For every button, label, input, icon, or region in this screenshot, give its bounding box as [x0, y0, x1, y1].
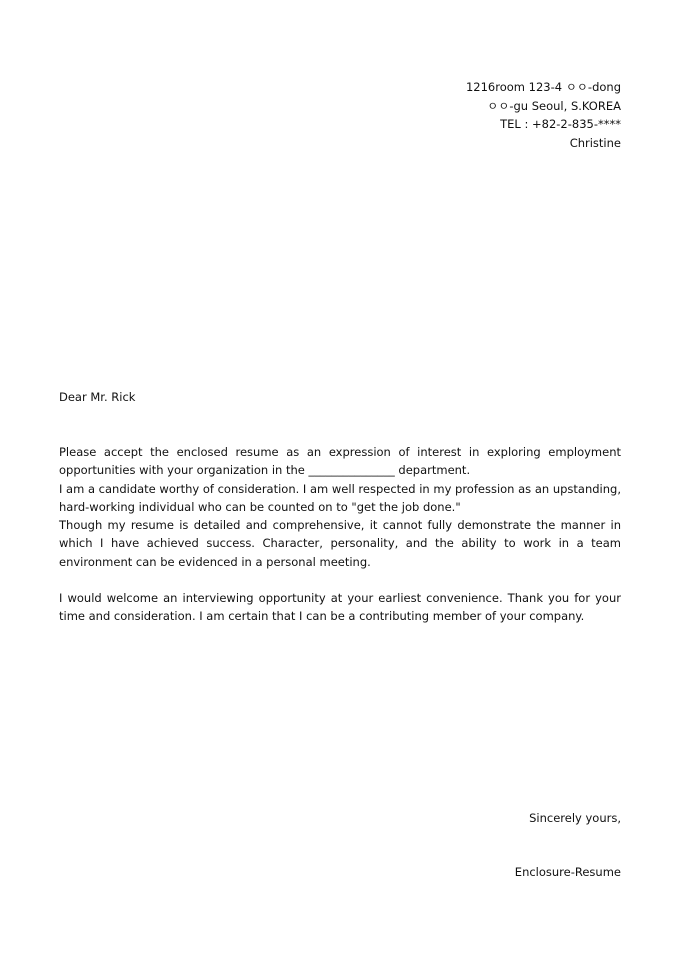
sender-address-line-1: 1216room 123-4 ㅇㅇ-dong [465, 80, 621, 94]
sender-name: Christine [569, 135, 621, 150]
sender-address-block [466, 78, 621, 152]
sender-address-line-2: ㅇㅇ-gu Seoul, S.KOREA [487, 98, 621, 113]
body-sentence-1: Please accept the enclosed resume as an expression of interest in exploring employment opportunities with your organization in the _______________ department. [59, 445, 621, 478]
sender-phone: TEL : +82-2-835-**** [500, 117, 621, 131]
letter-body [59, 443, 621, 571]
enclosure-note: Enclosure-Resume [514, 865, 621, 879]
body-paragraph-2: I would welcome an interviewing opportunity at your earliest convenience. Thank you for your time and consideration. I am certain that I can be a contributing member of your company. [59, 591, 621, 624]
body-sentence-3: Though my resume is detailed and comprehensive, it cannot fully demonstrate the manner in which I have achieved success. Character, personality, and the ability to work in a team environment can be evidenced in a personal meeting. [59, 518, 621, 569]
salutation: Dear Mr. Rick [59, 390, 136, 404]
body-sentence-2: I am a candidate worthy of consideration. I am well respected in my profession as an upstanding, hard-working individual who can be counted on to "get the job done." [59, 481, 621, 514]
closing: Sincerely yours, [529, 811, 621, 825]
